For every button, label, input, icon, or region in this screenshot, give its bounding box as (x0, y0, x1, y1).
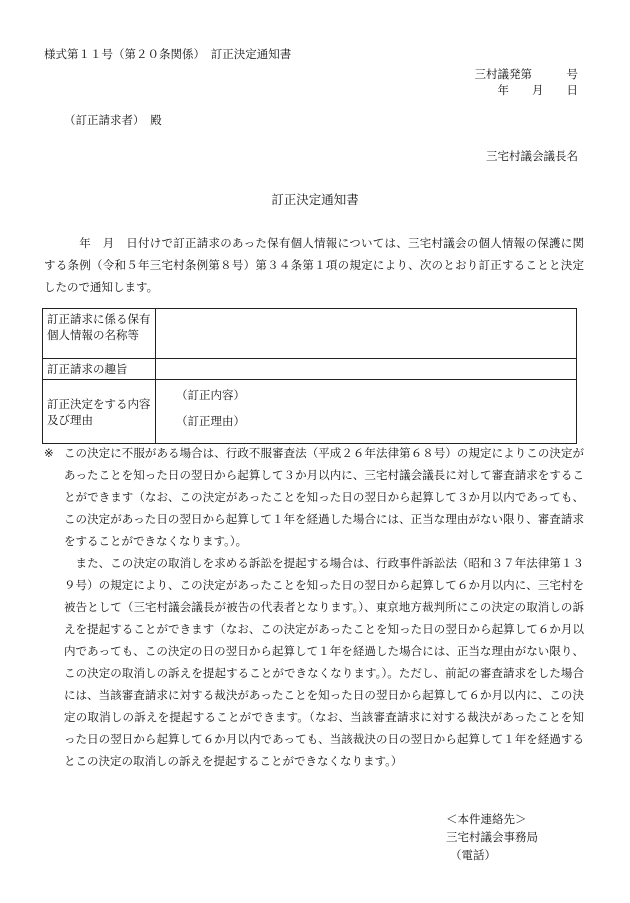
intro-paragraph: 年 月 日付けで訂正請求のあった保有個人情報については、三宅村議会の個人情報の保護に関する条例（令和５年三宅村条例第８号）第３４条第１項の規定により、次のとおり訂正することと決定したので通知します。 (44, 236, 584, 294)
table-row (43, 359, 577, 380)
table-row (43, 380, 577, 444)
sender-name: 三宅村議会議長名 (486, 149, 578, 163)
correction-reason-label: （訂正理由） (176, 414, 245, 428)
lawsuit-paragraph: また、この決定の取消しを求める訴訟を提起する場合は、行政事件訴訟法（昭和３７年法律第１３９号）の規定により、この決定があったことを知った日の翌日から起算して６か月以内に、三宅村を被告として（三宅村議会議長が被告の代表者となります。）、東京地方裁判所にこの決定の取消しの訴えを提起することができます（なお、この決定があったことを知った日の翌日から起算して６か月以内であっても、この決定の日の翌日から起算して１年を経過した場合には、正当な理由がない限り、この決定の取消しの訴えを提起することができなくなります。）。ただし、前記の審査請求をした場合には、当該審査請求に対する裁決があったことを知った日の翌日から起算して６か月以内に、この決定の取消しの訴えを提起することができます。（なお、当該審査請求に対する裁決があったことを知った日の翌日から起算して６か月以内であっても、当該裁決の日の翌日から起算して１年を経過するとこの決定の取消しの訴えを提起することができなくなります。） (64, 556, 584, 768)
table-label-purpose: 訂正請求の趣旨 (43, 359, 156, 380)
lawsuit-note (44, 552, 584, 772)
document-number: 三村議発第 号 (474, 67, 578, 81)
form-number: 様式第１１号（第２０条関係） 訂正決定通知書 (44, 47, 292, 61)
table-row (43, 309, 577, 359)
issue-date: 年 月 日 (497, 83, 578, 97)
contact-block (446, 810, 538, 864)
table-value-info-name (156, 309, 577, 359)
decision-table (42, 308, 577, 444)
table-label-decision: 訂正決定をする内容及び理由 (43, 380, 156, 444)
table-label-info-name: 訂正請求に係る保有個人情報の名称等 (43, 309, 156, 359)
document-title: 訂正決定通知書 (271, 192, 359, 207)
addressee: （訂正請求者） 殿 (64, 113, 162, 127)
correction-content-label: （訂正内容） (176, 388, 245, 402)
note-mark: ※ (44, 446, 54, 460)
contact-office: 三宅村議会事務局 (446, 830, 538, 844)
contact-heading: ＜本件連絡先＞ (446, 812, 527, 826)
contact-phone: （電話） (450, 848, 496, 862)
table-value-decision (156, 380, 577, 444)
appeal-note (44, 442, 584, 552)
appeal-paragraph: この決定に不服がある場合は、行政不服審査法（平成２６年法律第６８号）の規定によりこの決定があったことを知った日の翌日から起算して３か月以内に、三宅村議会議長に対して審査請求をすることができます（なお、この決定があったことを知った日の翌日から起算して３か月以内であっても、この決定があった日の翌日から起算して１年を経過した場合には、正当な理由がない限り、審査請求をすることができなくなります。）。 (64, 446, 584, 548)
table-value-purpose (156, 359, 577, 380)
